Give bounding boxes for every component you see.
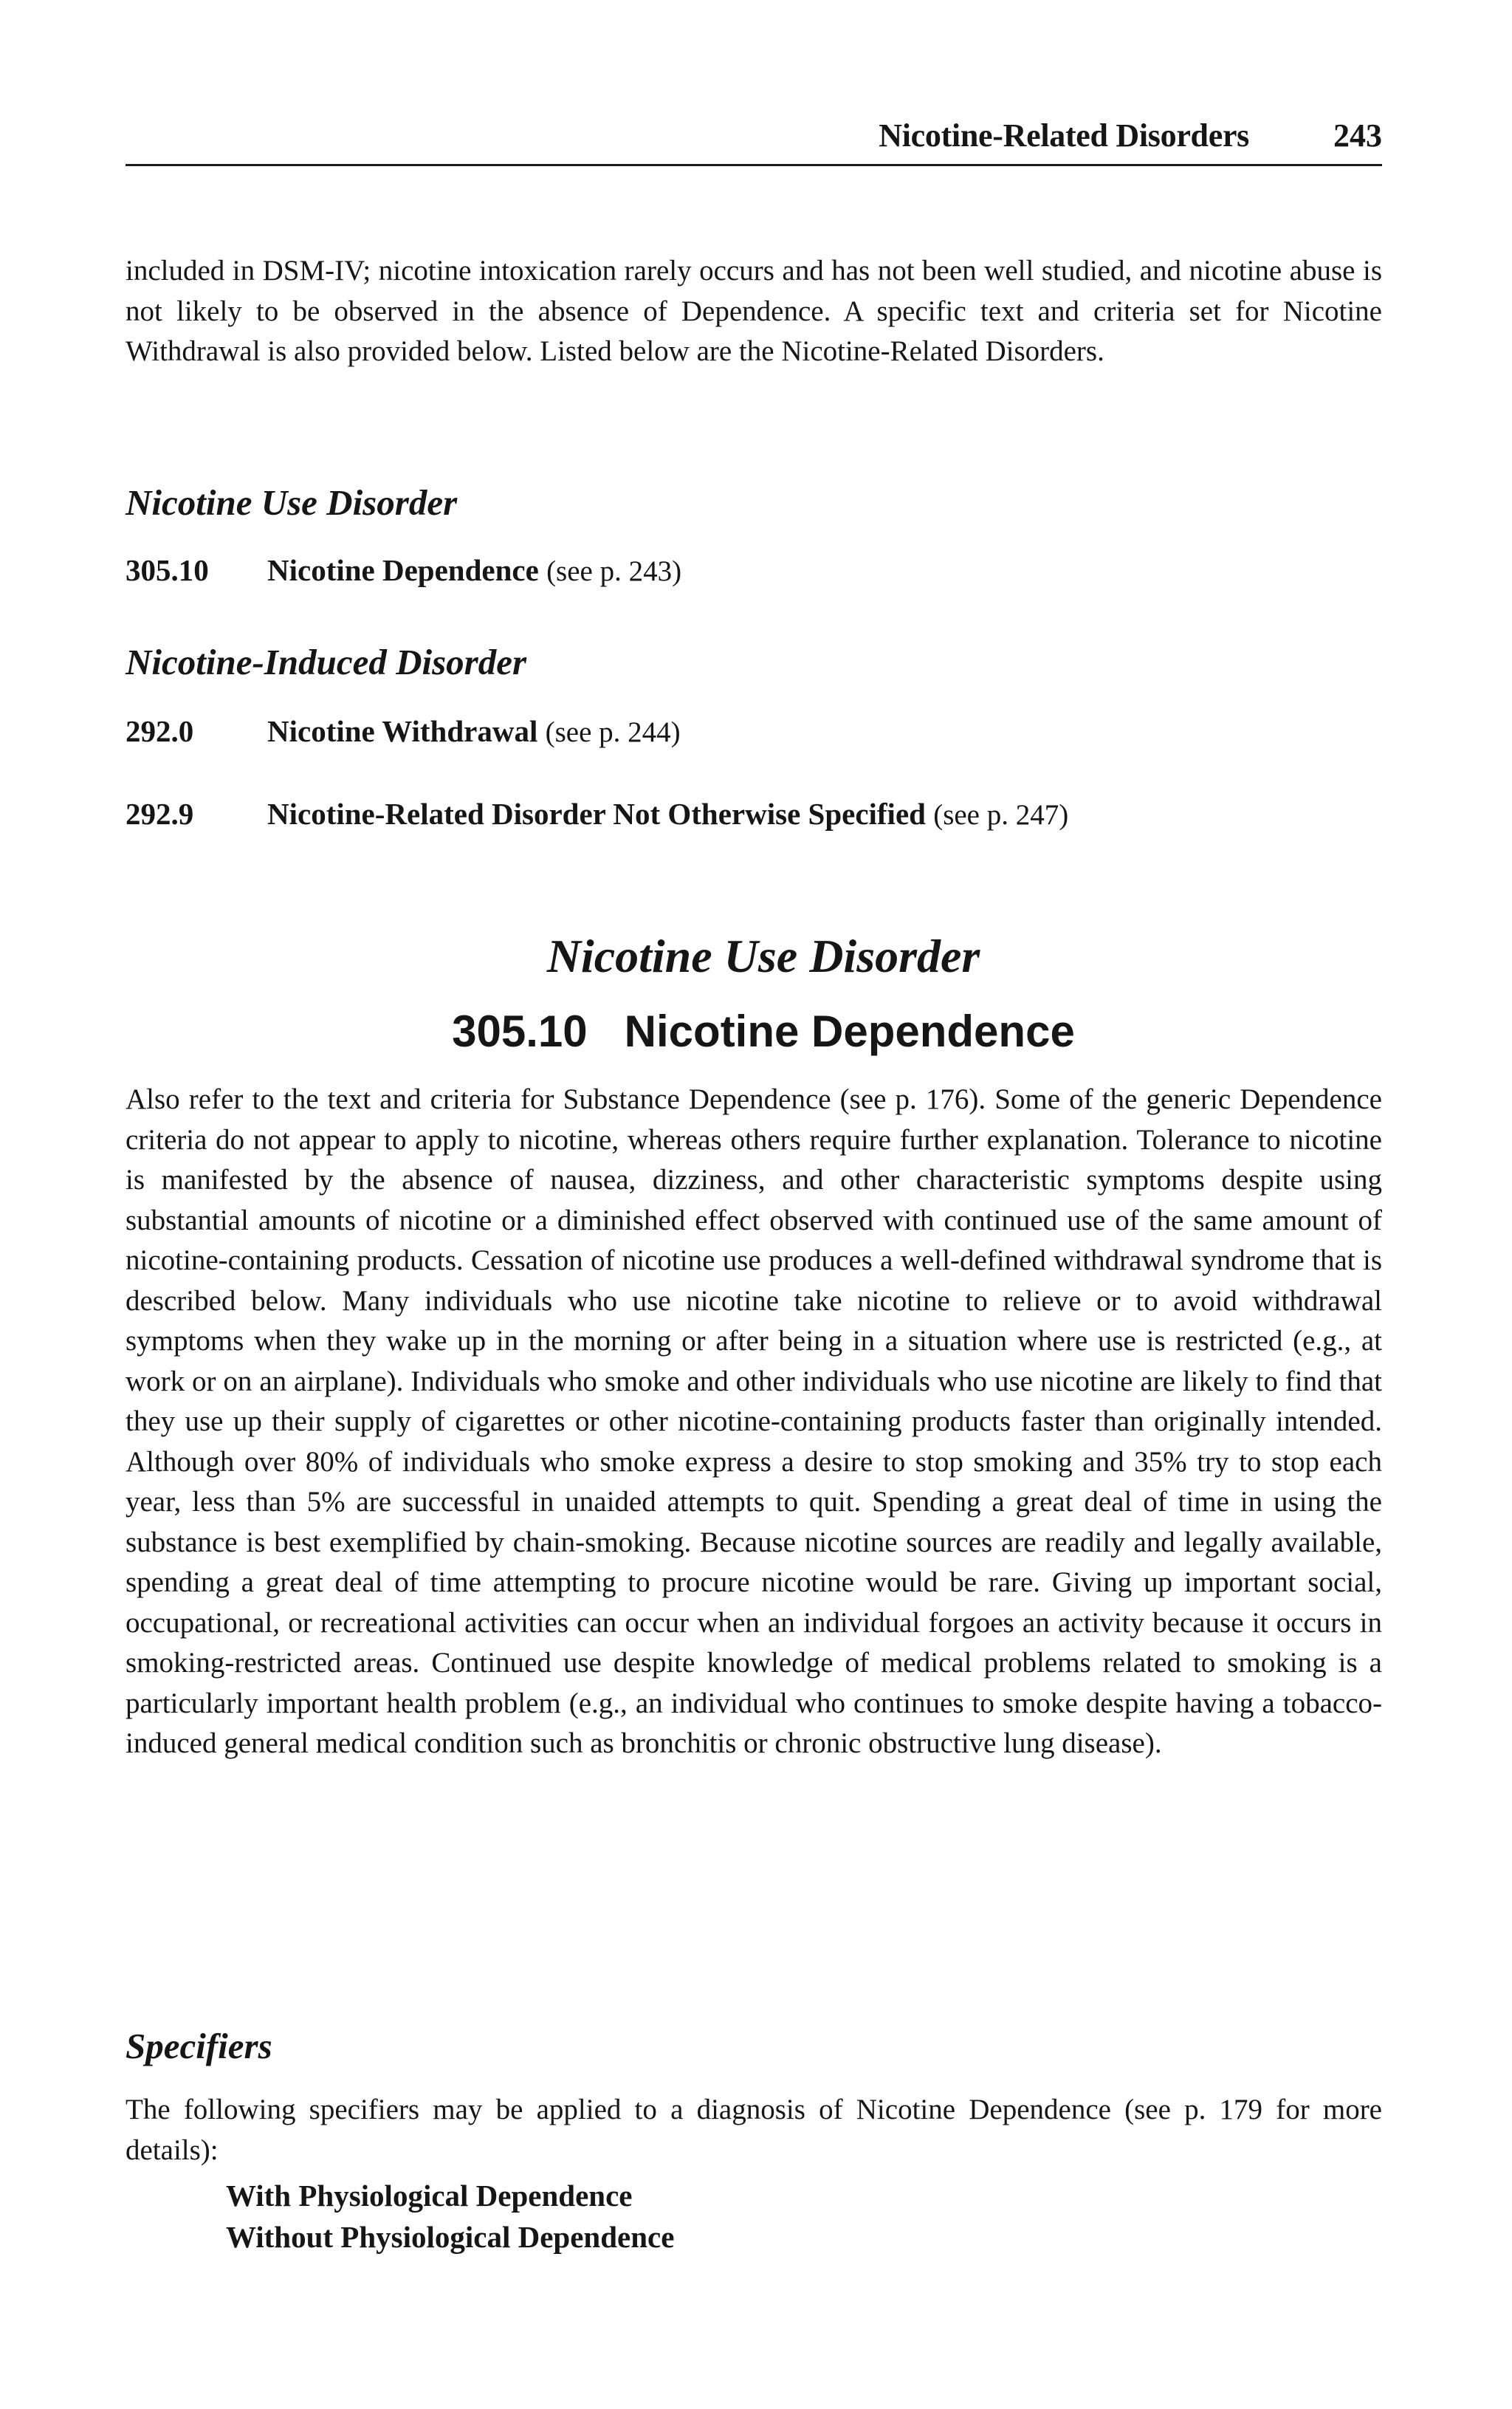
disorder-name: Nicotine Dependence bbox=[267, 553, 539, 587]
specifier-list bbox=[226, 2175, 674, 2258]
disorder-entry bbox=[267, 552, 681, 588]
intro-paragraph: included in DSM-IV; nicotine intoxication rarely occurs and has not been well studied, and nicotine abuse is not likely to be observed in the absence of Dependence. A specific text and criteria set for Nicotine Withdrawal is also provided below. Listed below are the Nicotine-Related Disorders. bbox=[126, 255, 1382, 367]
diagnostic-code: 305.10 bbox=[126, 553, 209, 587]
running-title: Nicotine-Related Disorders bbox=[879, 117, 1249, 154]
page-reference: (see p. 243) bbox=[546, 555, 682, 587]
section-subtitle: 305.10 Nicotine Dependence bbox=[452, 1007, 1075, 1056]
disorder-name: Nicotine-Related Disorder Not Otherwise Specified bbox=[267, 797, 926, 831]
section-title: Nicotine Use Disorder bbox=[546, 930, 980, 982]
running-header bbox=[126, 111, 1382, 166]
disorder-entry bbox=[267, 796, 1068, 832]
specifier-item: Without Physiological Dependence bbox=[226, 2220, 675, 2254]
diagnostic-code: 292.9 bbox=[126, 797, 194, 831]
page-number: 243 bbox=[1333, 117, 1382, 154]
use-disorder-heading: Nicotine Use Disorder bbox=[126, 482, 458, 523]
specifiers-heading: Specifiers bbox=[126, 2026, 272, 2066]
disorder-name: Nicotine Withdrawal bbox=[267, 714, 538, 748]
specifier-item: With Physiological Dependence bbox=[226, 2179, 633, 2213]
disorder-entry bbox=[267, 713, 681, 749]
diagnostic-code: 292.0 bbox=[126, 714, 194, 748]
page-reference: (see p. 247) bbox=[933, 799, 1069, 831]
induced-disorder-heading: Nicotine-Induced Disorder bbox=[126, 642, 527, 682]
page-reference: (see p. 244) bbox=[545, 716, 681, 748]
specifiers-paragraph: The following specifiers may be applied to a diagnosis of Nicotine Dependence (see p. 179 for more details): bbox=[126, 2094, 1382, 2166]
section-body-paragraph: Also refer to the text and criteria for Substance Dependence (see p. 176). Some of the generic Dependence criteria do not appear to apply to nicotine, whereas others require further explanation. Tolerance to nicotine is manifested by the absence of nausea, dizziness, and other characteristic symptoms despite using substantial amounts of nicotine or a diminished effect observed with continued use of the same amount of nicotine-containing products. Cessation of nicotine use produces a well-defined withdrawal syndrome that is described below. Many individuals who use nicotine take nicotine to relieve or to avoid withdrawal symptoms when they wake up in the morning or after being in a situation where use is restricted (e.g., at work or on an airplane). Individuals who smoke and other individuals who use nicotine are likely to find that they use up their supply of cigarettes or other nicotine-containing products faster than originally intended. Although over 80% of individuals who smoke express a desire to stop smoking and 35% try to stop each year, less than 5% are successful in unaided attempts to quit. Spending a great deal of time in using the substance is best exemplified by chain-smoking. Because nicotine sources are readily and legally available, spending a great deal of time attempting to procure nicotine would be rare. Giving up important social, occupational, or recreational activities can occur when an individual forgoes an activity because it occurs in smoking-restricted areas. Continued use despite knowledge of medical problems related to smoking is a particularly important health problem (e.g., an individual who continues to smoke despite having a tobacco-induced general medical condition such as bronchitis or chronic obstructive lung disease). bbox=[126, 1083, 1382, 1759]
